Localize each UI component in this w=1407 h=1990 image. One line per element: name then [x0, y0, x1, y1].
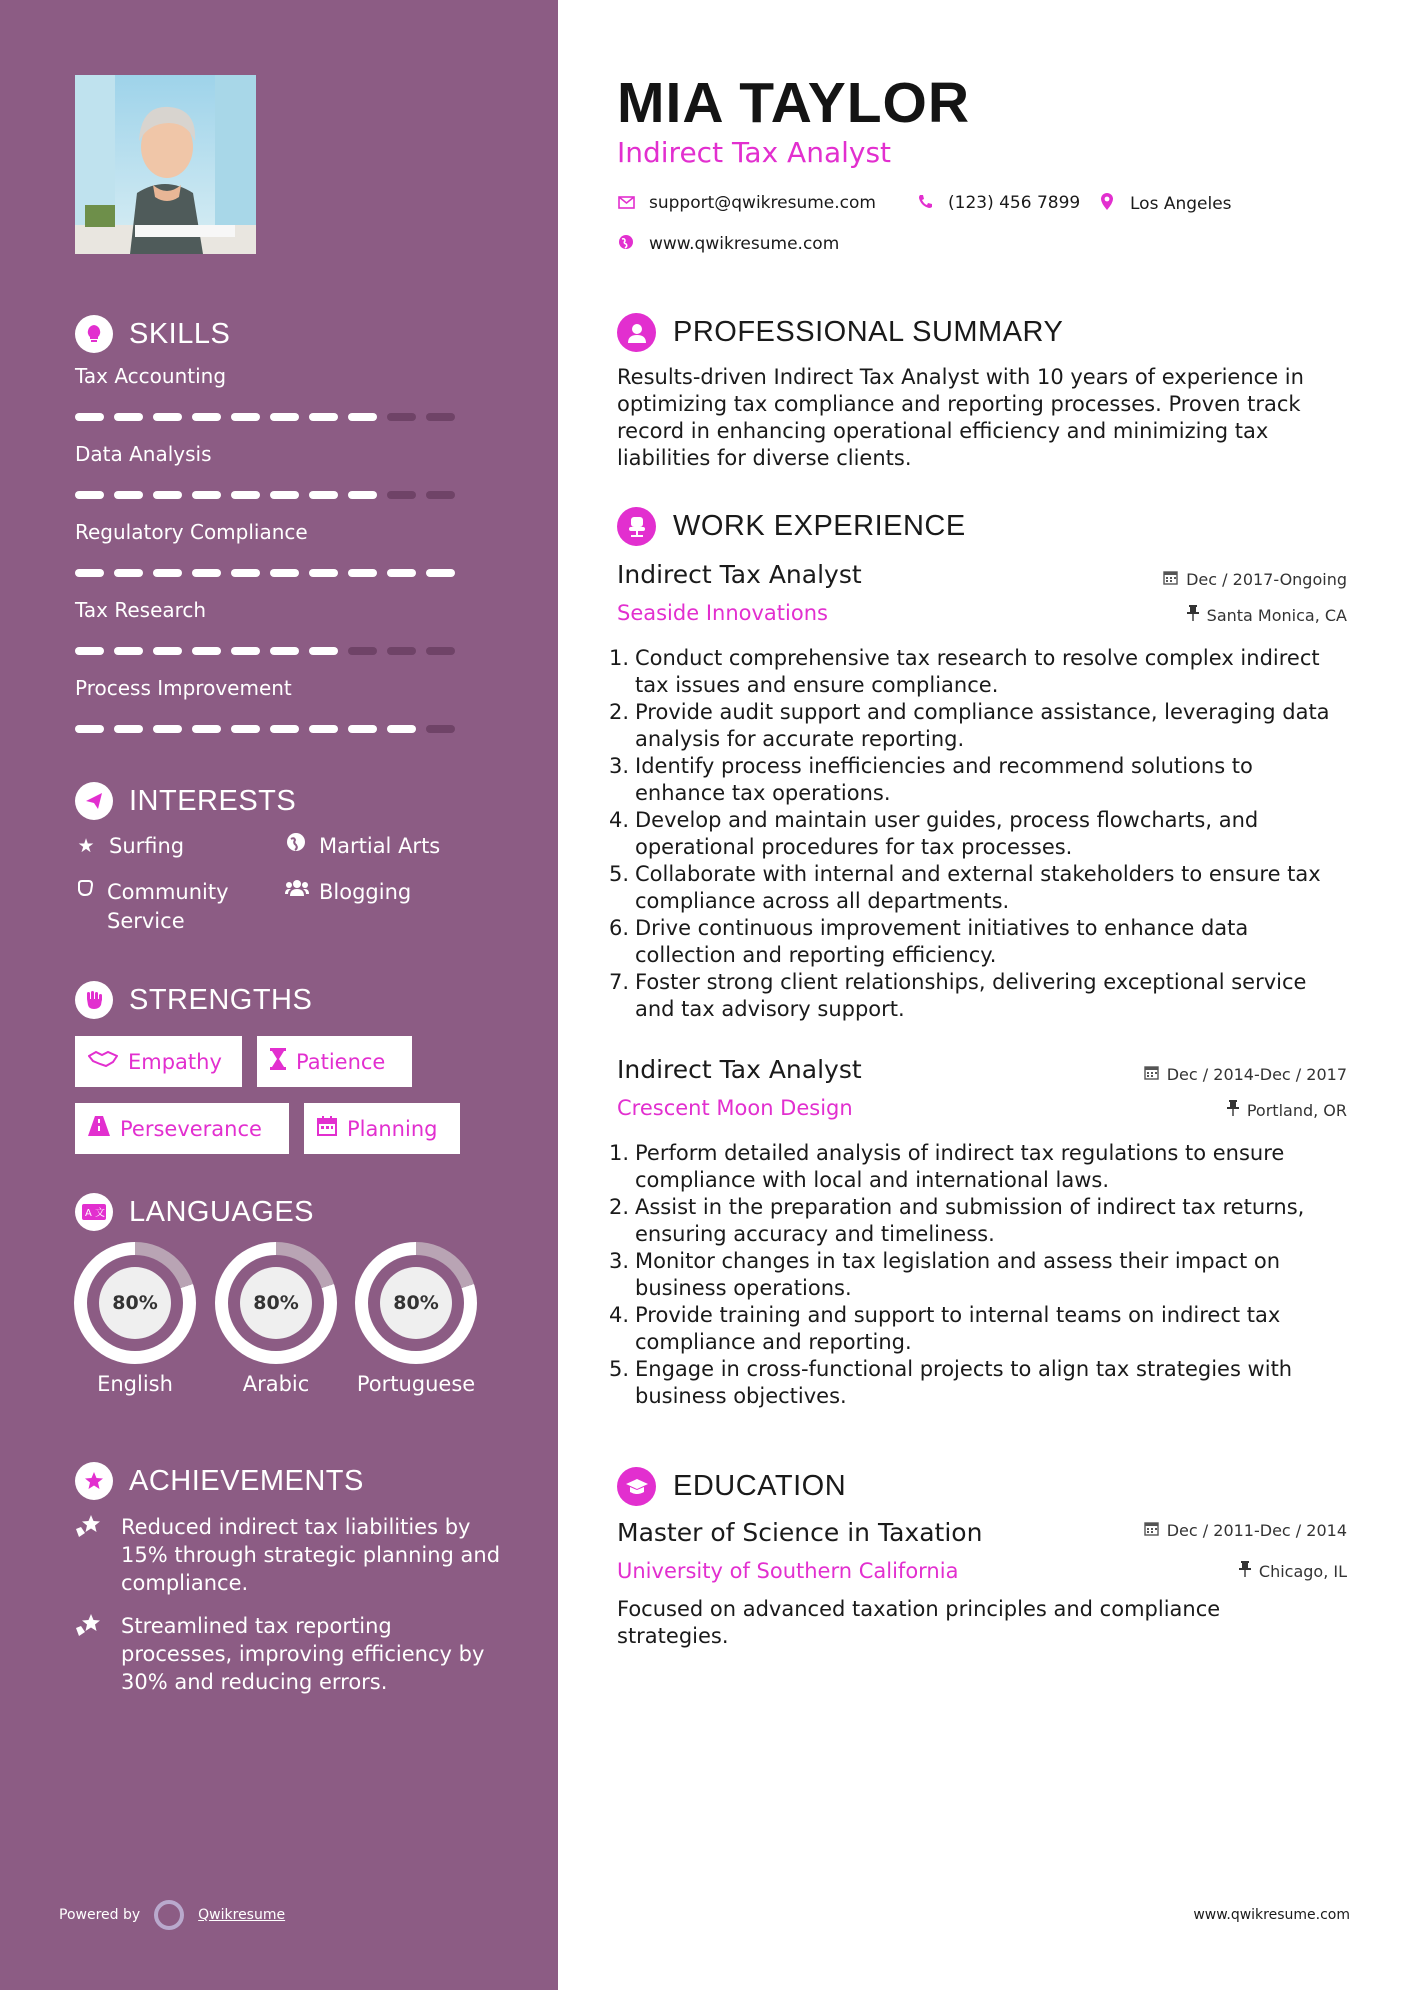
job-dates-text: Dec / 2017-Ongoing [1186, 570, 1347, 589]
strength-label: Patience [296, 1049, 386, 1074]
interest-label: Community Service [107, 880, 229, 933]
skill-dash-filled [153, 491, 182, 499]
interest-item [285, 878, 411, 907]
strength-label: Perseverance [120, 1116, 262, 1141]
skill-name: Tax Research [75, 598, 207, 622]
calendar-icon [1144, 1065, 1159, 1084]
skill-rating [75, 413, 455, 421]
star-icon: ★ [77, 835, 95, 857]
skill-dash-filled [114, 491, 143, 499]
users-icon [285, 878, 307, 907]
job-bullet: 6. Drive continuous improvement initiatives to enhance data collection and reporting efficiency. [609, 916, 1249, 967]
education-description: Focused on advanced taxation principles and compliance strategies. [617, 1597, 1221, 1648]
skill-dash-filled [270, 647, 299, 655]
skill-dash-filled [153, 647, 182, 655]
language-item [346, 1242, 486, 1398]
job-dates-text: Dec / 2014-Dec / 2017 [1166, 1065, 1347, 1084]
skill-dash-filled [231, 491, 260, 499]
skill-dash-filled [114, 725, 143, 733]
profile-photo-image [75, 75, 256, 254]
skills-heading [75, 315, 230, 353]
skill-name: Process Improvement [75, 676, 292, 700]
skill-dash-filled [114, 569, 143, 577]
skill-dash-filled [309, 725, 338, 733]
language-percent: 80% [99, 1267, 171, 1339]
job-dates [1163, 570, 1347, 589]
skill-dash-filled [231, 725, 260, 733]
skill-name: Data Analysis [75, 442, 212, 466]
experience-title: WORK EXPERIENCE [673, 510, 966, 542]
skill-rating [75, 647, 455, 655]
language-item [65, 1242, 205, 1398]
language-progress-ring [215, 1242, 337, 1364]
languages-heading [75, 1193, 314, 1231]
summary-title: PROFESSIONAL SUMMARY [673, 316, 1064, 348]
skill-dash-filled [192, 647, 221, 655]
envelope-icon [617, 194, 635, 213]
sidebar [0, 0, 558, 1990]
graduation-cap-icon [617, 1467, 656, 1506]
skill-dash-empty [426, 413, 455, 421]
achievement-text: Reduced indirect tax liabilities by 15% through strategic planning and compliance. [121, 1515, 501, 1595]
job-bullet: 1. Perform detailed analysis of indirect tax regulations to ensure compliance with local and international laws. [609, 1141, 1285, 1192]
qwikresume-link[interactable]: Qwikresume [198, 1907, 286, 1923]
strength-badge [304, 1103, 460, 1154]
strength-label: Planning [347, 1116, 438, 1141]
strength-label: Empathy [128, 1049, 222, 1074]
job-bullet: 4. Provide training and support to internal teams on indirect tax compliance and reporting. [609, 1303, 1281, 1354]
job-bullet: 2. Provide audit support and compliance assistance, leveraging data analysis for accurate reporting. [609, 700, 1330, 751]
skill-dash-filled [75, 647, 104, 655]
skill-dash-filled [309, 569, 338, 577]
svg-text:文: 文 [95, 1208, 105, 1219]
skill-dash-filled [153, 725, 182, 733]
skill-dash-filled [231, 647, 260, 655]
skill-dash-empty [387, 413, 416, 421]
skill-item [75, 439, 475, 469]
skill-dash-filled [192, 491, 221, 499]
trophy-star-icon [75, 1462, 113, 1500]
skills-title: SKILLS [129, 317, 231, 350]
job-bullet: 7. Foster strong client relationships, delivering exceptional service and tax advisory support. [609, 970, 1307, 1021]
skill-dash-filled [192, 725, 221, 733]
globe-icon [617, 234, 635, 254]
location-text: Los Angeles [1130, 193, 1232, 214]
skill-dash-filled [153, 413, 182, 421]
svg-text:A: A [85, 1208, 92, 1219]
strengths-heading [75, 981, 312, 1019]
languages-title: LANGUAGES [129, 1195, 314, 1228]
skill-dash-filled [348, 413, 377, 421]
skill-name: Tax Accounting [75, 364, 227, 388]
strength-badge [257, 1036, 412, 1087]
summary-text: Results-driven Indirect Tax Analyst with 10 years of experience in optimizing tax compliance and reporting processes. Proven track record in enhancing operational efficiency and minimizing tax liabilities for diverse clients. [617, 365, 1304, 470]
job-bullet: 3. Monitor changes in tax legislation and assess their impact on business operations. [609, 1249, 1281, 1300]
job-dates [1144, 1065, 1347, 1084]
star-hand-icon [75, 1513, 107, 1597]
job-bullets [609, 1140, 1345, 1410]
education-location-text: Chicago, IL [1258, 1561, 1347, 1581]
interest-label: Surfing [109, 834, 185, 858]
calendar-icon [317, 1116, 337, 1141]
interest-item [75, 878, 275, 936]
language-progress-ring [74, 1242, 196, 1364]
language-percent: 80% [240, 1267, 312, 1339]
skill-name: Regulatory Compliance [75, 520, 308, 544]
email-text[interactable]: support@qwikresume.com [649, 193, 876, 213]
summary-heading [617, 313, 1063, 352]
job-bullet: 3. Identify process inefficiencies and recommend solutions to enhance tax operations. [609, 754, 1253, 805]
map-pin-icon [1098, 193, 1116, 214]
job-location-text: Santa Monica, CA [1206, 605, 1347, 625]
achievement-text: Streamlined tax reporting processes, improving efficiency by 30% and reducing errors. [121, 1614, 485, 1694]
user-icon [617, 313, 656, 352]
contact-email [617, 193, 876, 213]
language-progress-ring [355, 1242, 477, 1364]
skill-dash-empty [387, 647, 416, 655]
pushpin-icon [1187, 605, 1199, 625]
job-bullet: 5. Engage in cross-functional projects to align tax strategies with business objectives. [609, 1357, 1293, 1408]
pushpin-icon [1239, 1561, 1251, 1581]
skill-dash-filled [270, 413, 299, 421]
contact-location [1098, 193, 1232, 214]
interests-title: INTERESTS [129, 784, 297, 817]
skill-dash-filled [348, 491, 377, 499]
education-dates-text: Dec / 2011-Dec / 2014 [1166, 1521, 1347, 1540]
interest-label: Blogging [319, 880, 412, 904]
hand-icon [75, 878, 95, 936]
job-bullet: 5. Collaborate with internal and external stakeholders to ensure tax compliance across all departments. [609, 862, 1321, 913]
calendar-icon [1163, 570, 1178, 589]
job-location [1227, 1100, 1347, 1120]
paper-plane-icon [75, 782, 113, 820]
phone-text[interactable]: (123) 456 7899 [948, 193, 1081, 213]
job-location [1187, 605, 1347, 625]
skill-rating [75, 491, 455, 499]
skill-dash-filled [348, 725, 377, 733]
job-bullet: 2. Assist in the preparation and submission of indirect tax returns, ensuring accuracy and timeliness. [609, 1195, 1305, 1246]
education-heading [617, 1467, 846, 1506]
strength-badge [75, 1036, 242, 1087]
job-location-text: Portland, OR [1246, 1100, 1347, 1120]
skill-dash-filled [231, 569, 260, 577]
achievements-title: ACHIEVEMENTS [129, 1464, 364, 1497]
skill-dash-filled [387, 725, 416, 733]
language-item [206, 1242, 346, 1398]
language-name: English [97, 1372, 173, 1396]
job-company: Seaside Innovations [617, 601, 828, 625]
skill-dash-empty [348, 647, 377, 655]
profile-photo [75, 75, 256, 254]
job-title: Indirect Tax Analyst [617, 560, 862, 589]
lightbulb-icon [75, 315, 113, 353]
job-bullet: 1. Conduct comprehensive tax research to resolve complex indirect tax issues and ensure compliance. [609, 646, 1320, 697]
skill-dash-filled [270, 491, 299, 499]
contact-website [617, 234, 839, 254]
skill-dash-filled [270, 725, 299, 733]
road-icon [88, 1116, 110, 1141]
interest-item [285, 832, 440, 861]
skill-dash-filled [114, 647, 143, 655]
education-title: EDUCATION [673, 1470, 847, 1502]
achievement-item [75, 1612, 505, 1696]
skill-dash-filled [348, 569, 377, 577]
skill-dash-filled [153, 569, 182, 577]
language-icon [75, 1193, 113, 1231]
skill-dash-filled [75, 491, 104, 499]
skill-dash-filled [231, 413, 260, 421]
skill-dash-filled [192, 569, 221, 577]
skill-dash-empty [426, 725, 455, 733]
skill-dash-filled [192, 413, 221, 421]
fist-icon [75, 981, 113, 1019]
school-name: University of Southern California [617, 1559, 959, 1583]
contact-phone [916, 193, 1080, 213]
job-company: Crescent Moon Design [617, 1096, 853, 1120]
interests-heading [75, 782, 296, 820]
skill-rating [75, 569, 455, 577]
language-name: Arabic [242, 1372, 310, 1396]
skill-dash-filled [309, 647, 338, 655]
star-hand-icon [75, 1612, 107, 1696]
interest-item [75, 832, 184, 861]
skill-dash-filled [114, 413, 143, 421]
skill-dash-filled [309, 413, 338, 421]
skill-dash-filled [426, 569, 455, 577]
job-title: Indirect Tax Analyst [617, 1055, 862, 1084]
office-chair-icon [617, 507, 656, 546]
job-bullet: 4. Develop and maintain user guides, process flowcharts, and operational procedures for tax processes. [609, 808, 1259, 859]
language-name: Portuguese [356, 1372, 476, 1396]
skill-item [75, 595, 475, 625]
strength-badge [75, 1103, 289, 1154]
skill-dash-filled [75, 725, 104, 733]
skill-dash-filled [75, 569, 104, 577]
skill-dash-filled [75, 413, 104, 421]
qwikresume-logo-icon [154, 1900, 184, 1930]
skill-dash-filled [387, 569, 416, 577]
website-text[interactable]: www.qwikresume.com [649, 234, 840, 254]
job-bullets [609, 645, 1345, 1023]
education-location [1239, 1561, 1347, 1581]
powered-by-label: Powered by [59, 1907, 141, 1923]
experience-heading [617, 507, 966, 546]
achievement-item [75, 1513, 505, 1597]
interest-label: Martial Arts [319, 834, 441, 858]
skill-dash-empty [426, 647, 455, 655]
skill-rating [75, 725, 455, 733]
education-dates [1144, 1521, 1347, 1540]
strengths-title: STRENGTHS [129, 983, 313, 1016]
candidate-role: Indirect Tax Analyst [617, 136, 892, 169]
candidate-name: MIA TAYLOR [617, 71, 971, 135]
skill-dash-filled [309, 491, 338, 499]
handshake-icon [88, 1050, 118, 1073]
skill-dash-empty [426, 491, 455, 499]
globe-icon [285, 832, 307, 861]
pushpin-icon [1227, 1100, 1239, 1120]
skill-dash-empty [387, 491, 416, 499]
phone-icon [916, 194, 934, 213]
footer-url[interactable]: www.qwikresume.com [1193, 1907, 1350, 1923]
skill-item [75, 517, 475, 547]
skill-dash-filled [270, 569, 299, 577]
degree-title: Master of Science in Taxation [617, 1518, 983, 1547]
skill-item [75, 673, 475, 703]
hourglass-icon [270, 1048, 286, 1075]
achievements-heading [75, 1462, 364, 1500]
skill-item [75, 361, 475, 391]
calendar-icon [1144, 1521, 1159, 1540]
language-percent: 80% [380, 1267, 452, 1339]
powered-by [59, 1900, 285, 1930]
